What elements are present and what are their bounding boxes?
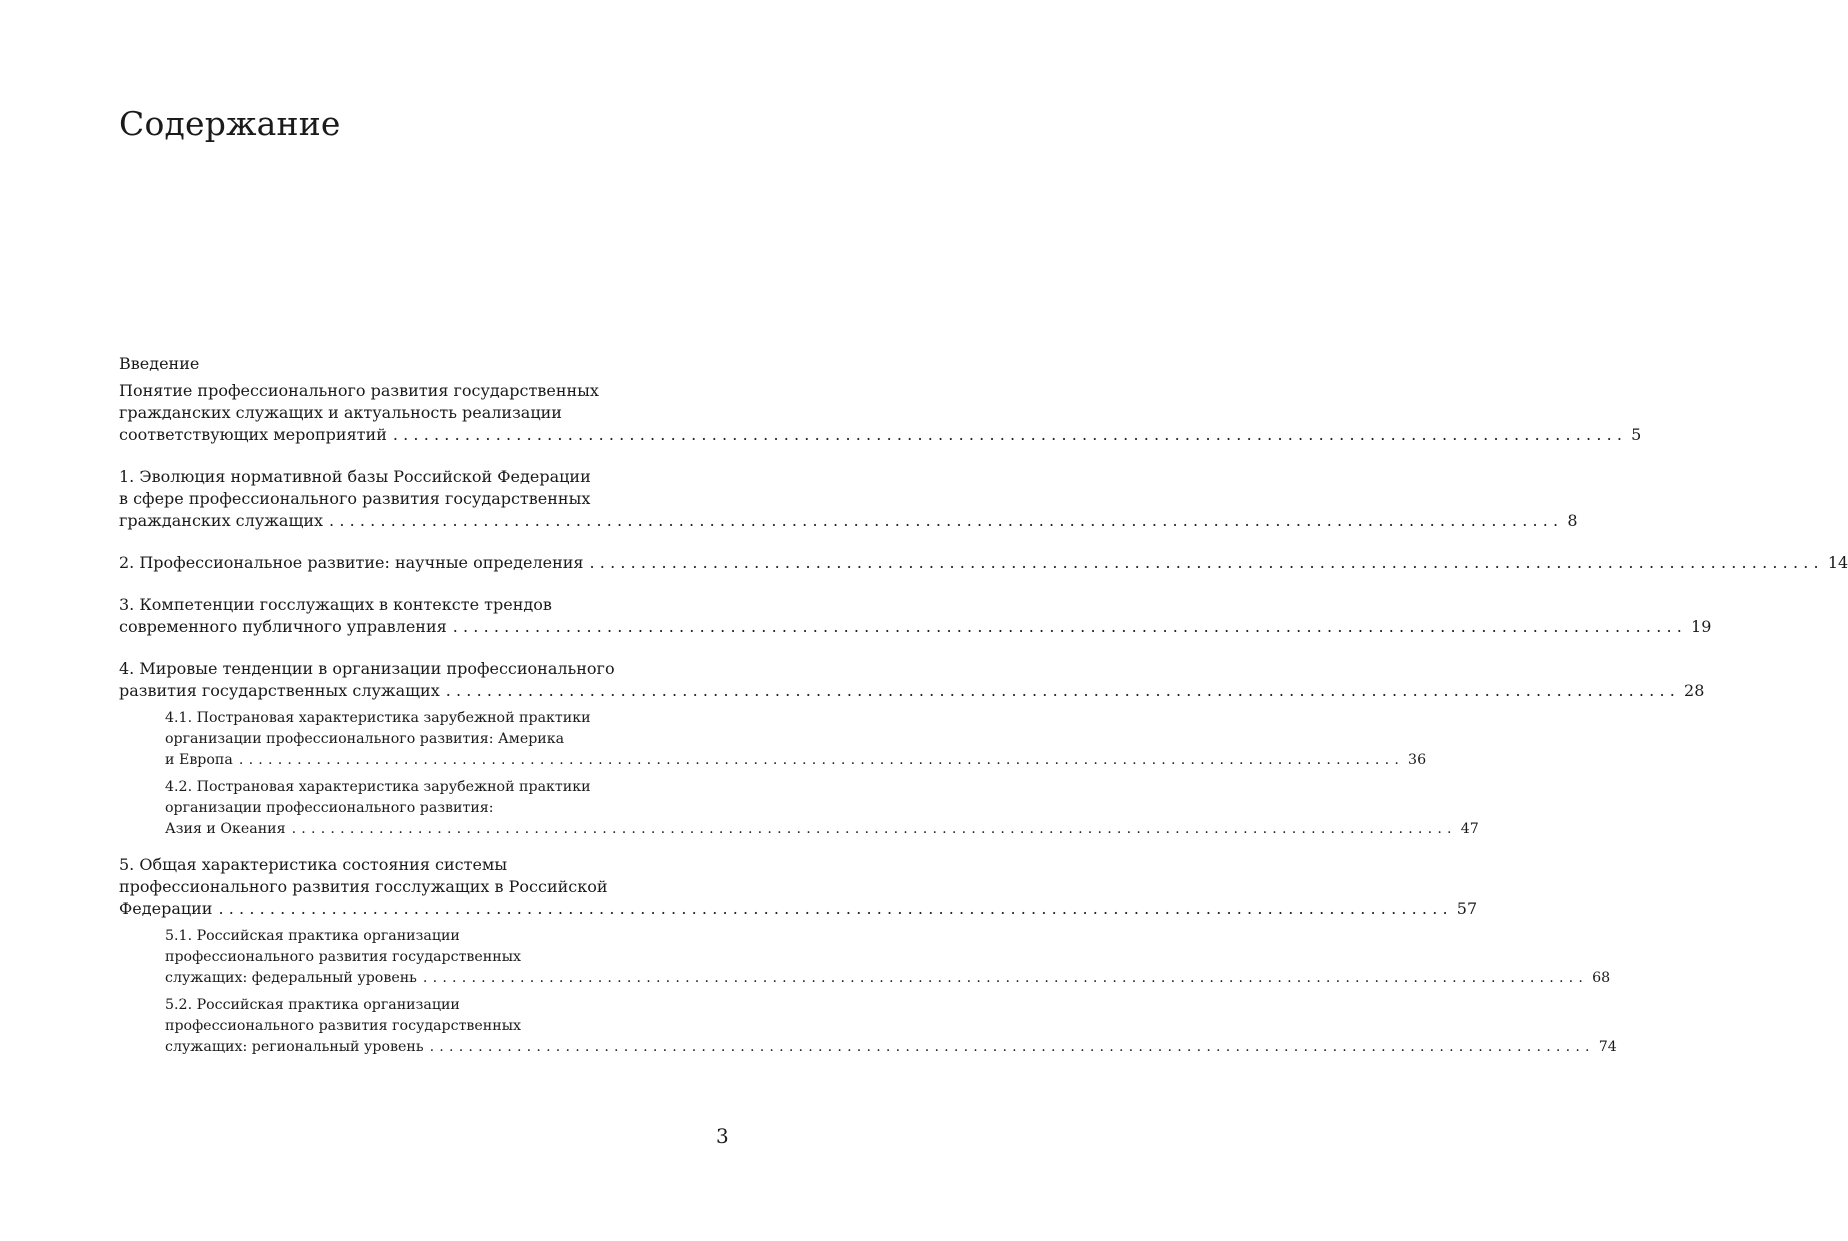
toc-entry-section-4-1[interactable]: [119, 708, 1427, 771]
toc-entry-line: Федерации: [119, 899, 213, 918]
toc-entry-line: 4.1. Пострановая характеристика зарубежной практики: [165, 710, 591, 726]
toc-page-number: 47: [1460, 821, 1479, 837]
toc-entry-line: 5. Общая характеристика состояния системы: [119, 855, 508, 874]
toc-entry-line: 5.1. Российская практика организации: [165, 928, 460, 944]
toc-page-number: 19: [1691, 617, 1712, 636]
leader-dots: ........................................................................................................................: [452, 617, 1688, 636]
toc-entry-line: 2. Профессиональное развитие: научные определения: [119, 553, 584, 572]
leader-dots: ........................................................................................................................: [422, 970, 1589, 986]
toc-page-number: 68: [1592, 970, 1611, 986]
leader-dots: ........................................................................................................................: [392, 425, 1628, 444]
toc-page-number: 28: [1684, 681, 1705, 700]
toc-page-number: 14: [1827, 553, 1848, 572]
toc-entry-line: современного публичного управления: [119, 617, 447, 636]
toc-entry-line: служащих: региональный уровень: [165, 1039, 424, 1055]
toc-entry-line: и Европа: [165, 752, 233, 768]
toc-entry-line: организации профессионального развития: Америка: [165, 731, 565, 747]
leader-dots: ........................................................................................................................: [329, 511, 1564, 530]
toc-entry-chapter-2[interactable]: [119, 552, 1848, 574]
leader-dots: ........................................................................................................................: [429, 1039, 1595, 1055]
toc-entry-line: 4.2. Пострановая характеристика зарубежной практики: [165, 779, 591, 795]
toc-page-number: 36: [1408, 752, 1427, 768]
toc-entry-line: 3. Компетенции госслужащих в контексте трендов: [119, 595, 552, 614]
toc-entry-line: в сфере профессионального развития государственных: [119, 489, 591, 508]
leader-dots: ........................................................................................................................: [291, 821, 1457, 837]
leader-dots: ........................................................................................................................: [445, 681, 1681, 700]
toc-entry-chapter-5[interactable]: [119, 854, 1478, 920]
toc-entry-chapter-1[interactable]: [119, 466, 1578, 532]
leader-dots: ........................................................................................................................: [218, 899, 1453, 918]
toc-entry-section-4-2[interactable]: [119, 777, 1479, 840]
toc-page-number: 8: [1567, 511, 1578, 530]
table-of-contents: [119, 352, 1848, 1072]
toc-entry-line: профессионального развития госслужащих в Российской: [119, 877, 608, 896]
leader-dots: ........................................................................................................................: [238, 752, 1405, 768]
toc-entry-line: служащих: федеральный уровень: [165, 970, 417, 986]
toc-entry-line: Понятие профессионального развития государственных: [119, 381, 599, 400]
toc-page-number: 57: [1456, 899, 1478, 918]
toc-intro-label: Введение: [119, 354, 200, 373]
toc-entry-line: гражданских служащих: [119, 511, 324, 530]
toc-entry-line: профессионального развития государственных: [165, 1018, 522, 1034]
toc-entry-line: 5.2. Российская практика организации: [165, 997, 460, 1013]
toc-entry-intro[interactable]: [119, 380, 1642, 446]
toc-entry-line: профессионального развития государственных: [165, 949, 522, 965]
toc-entry-line: 4. Мировые тенденции в организации профессионального: [119, 659, 615, 678]
page-number: 3: [716, 1124, 729, 1148]
toc-entry-chapter-4[interactable]: [119, 658, 1705, 702]
toc-entry-line: 1. Эволюция нормативной базы Российской Федерации: [119, 467, 591, 486]
leader-dots: ........................................................................................................................: [589, 553, 1824, 572]
toc-entry-line: организации профессионального развития:: [165, 800, 494, 816]
toc-page-number: 74: [1598, 1039, 1617, 1055]
toc-entry-line: гражданских служащих и актуальность реализации: [119, 403, 562, 422]
toc-entry-section-5-2[interactable]: [119, 995, 1617, 1058]
toc-entry-line: соответствующих мероприятий: [119, 425, 387, 444]
toc-page-number: 5: [1631, 425, 1642, 444]
toc-entry-line: Азия и Океания: [165, 821, 286, 837]
toc-entry-section-5-1[interactable]: [119, 926, 1611, 989]
toc-entry-line: развития государственных служащих: [119, 681, 440, 700]
toc-entry-chapter-3[interactable]: [119, 594, 1712, 638]
page-title: Содержание: [119, 104, 341, 143]
